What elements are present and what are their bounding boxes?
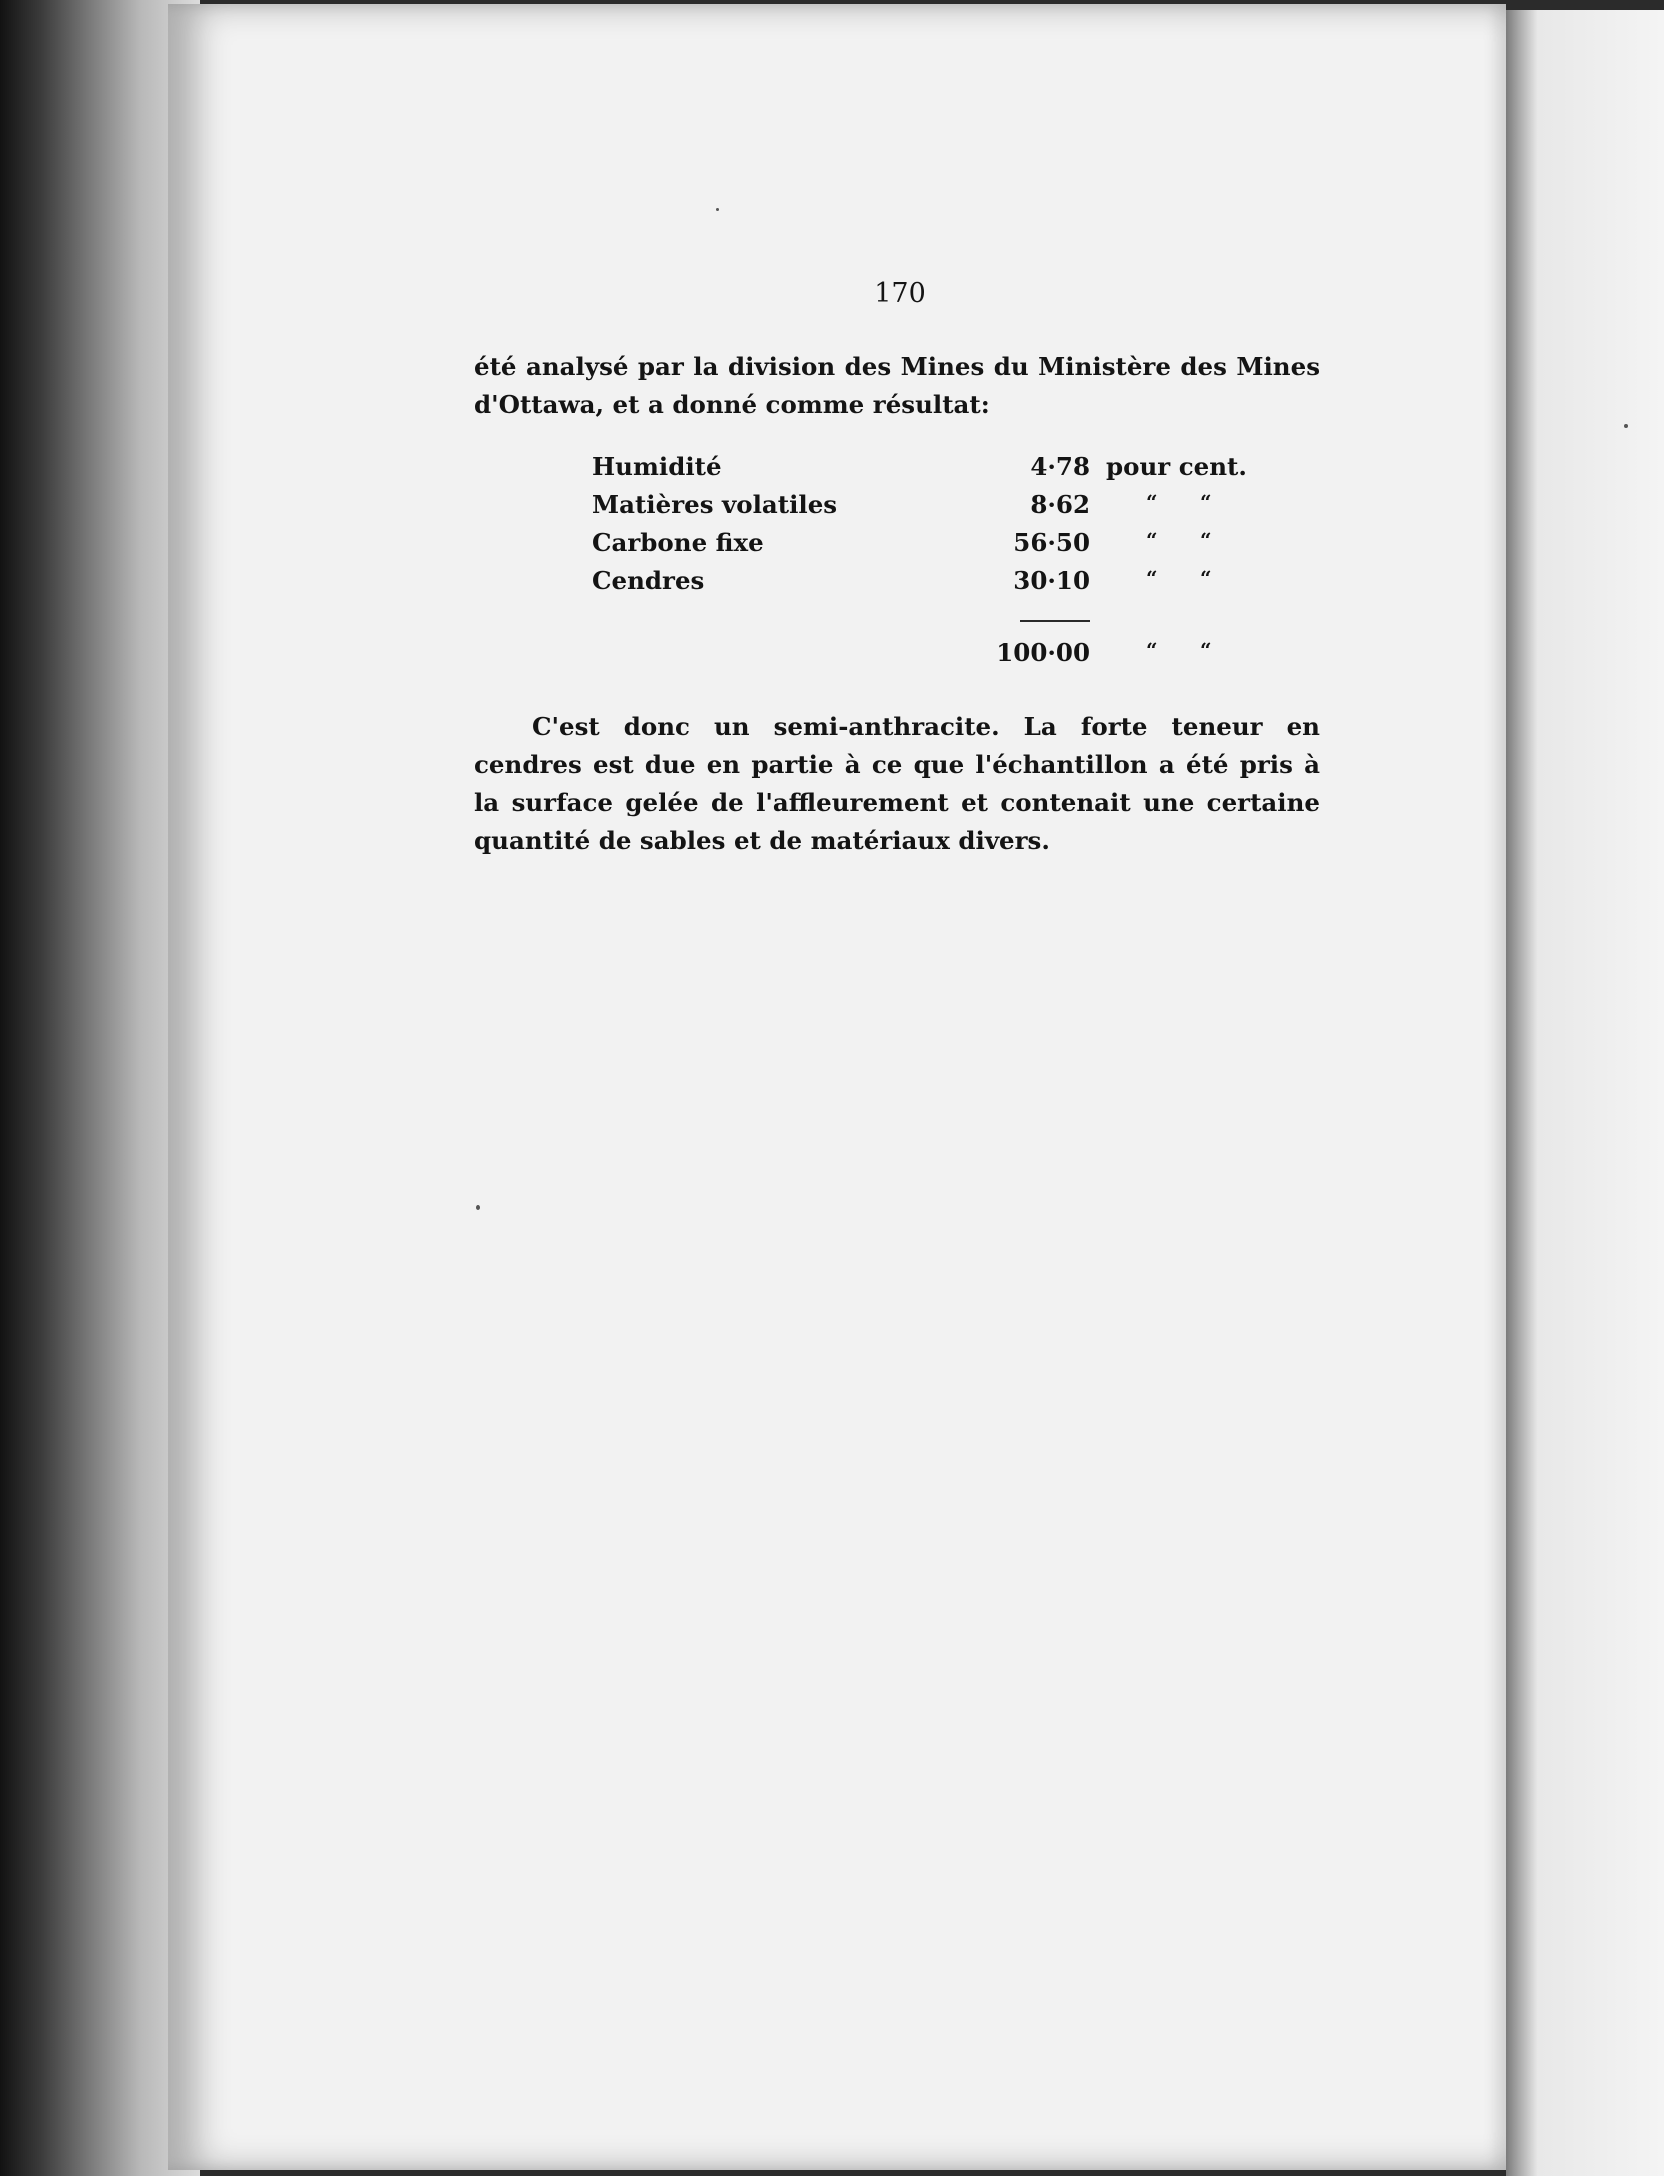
row-value: 8·62 [1030, 490, 1090, 519]
analysis-table [592, 452, 1252, 667]
ditto-mark: “ [1146, 490, 1158, 514]
ditto-mark: “ [1146, 528, 1158, 552]
ditto-mark: “ [1200, 490, 1212, 514]
ditto-mark: “ [1200, 566, 1212, 590]
table-row [592, 528, 1252, 566]
row-label: Matières volatiles [592, 490, 840, 519]
row-value: 4·78 [1030, 452, 1090, 481]
table-row [592, 452, 1252, 490]
total-value: 100·00 [996, 638, 1090, 667]
table-row [592, 490, 1252, 528]
ditto-mark: “ [1200, 638, 1212, 662]
page-number: 170 [874, 278, 926, 309]
conclusion-paragraph: C'est donc un semi-anthracite. La forte teneur en cendres est due en partie à ce que l'échantillon a été pris à la surface gelée de l'affleurement et contenait une certaine quantité de sables et de matériaux divers. [474, 712, 1320, 855]
paper-speck [716, 208, 719, 211]
row-unit: pour cent. [1106, 452, 1247, 481]
sum-rule [1020, 620, 1090, 622]
paper-speck [1624, 424, 1628, 428]
row-value: 56·50 [1013, 528, 1090, 557]
table-row [592, 566, 1252, 604]
row-value: 30·10 [1013, 566, 1090, 595]
intro-paragraph: été analysé par la division des Mines du Ministère des Mines d'Ottawa, et a donné comme résultat: [474, 352, 1320, 419]
total-row [592, 638, 1252, 676]
row-label: Carbone fixe [592, 528, 767, 557]
ditto-mark: “ [1200, 528, 1212, 552]
book-page [168, 4, 1506, 2170]
row-label: Humidité [592, 452, 725, 481]
ditto-mark: “ [1146, 638, 1158, 662]
paper-speck [476, 1205, 480, 1210]
ditto-mark: “ [1146, 566, 1158, 590]
facing-page-edge [1506, 10, 1664, 2176]
row-label: Cendres [592, 566, 707, 595]
